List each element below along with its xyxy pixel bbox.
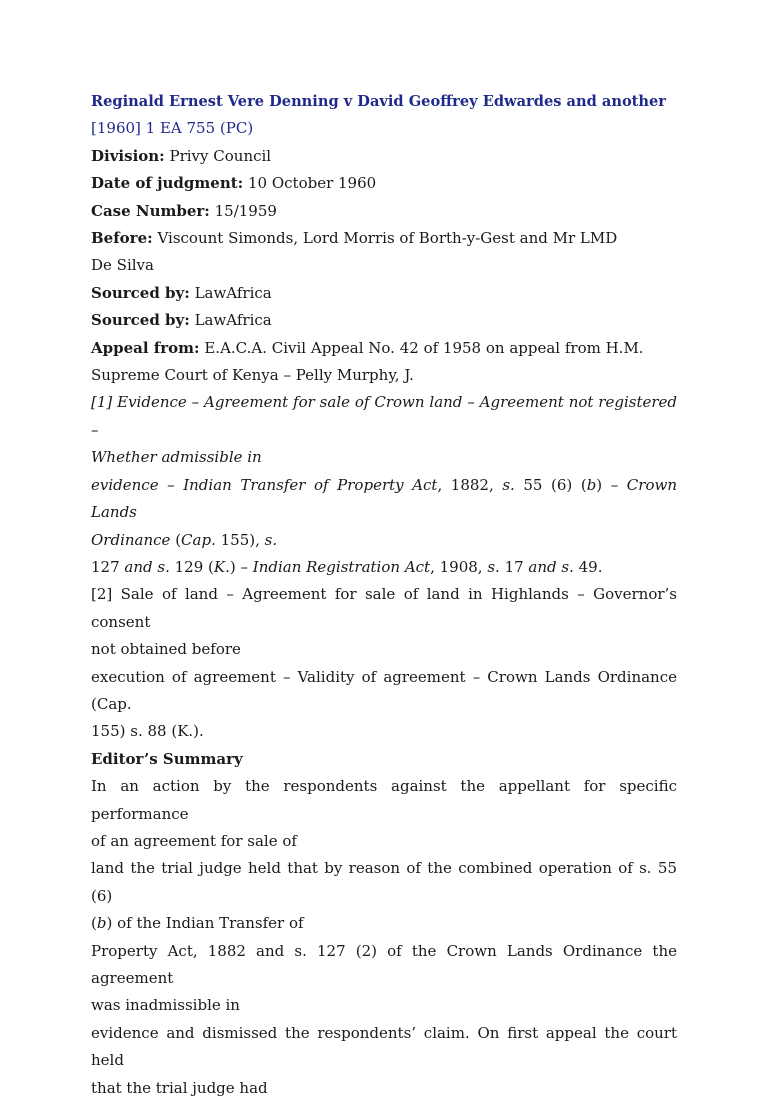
- headnote-2-line: [2] Sale of land – Agreement for sale of land in Highlands – Governor’s consent: [91, 585, 677, 631]
- case-citation: [1960] 1 EA 755 (PC): [91, 119, 254, 138]
- case-number-value: 15/1959: [214, 201, 277, 220]
- headnote-text: b: [586, 475, 597, 494]
- headnote-1-line: [91, 527, 677, 554]
- sourced-label: Sourced by:: [91, 283, 190, 302]
- sourced-row-2: [91, 307, 677, 334]
- case-number-row: [91, 198, 677, 225]
- headnote-text: s.: [502, 475, 515, 494]
- summary-text: ) of the Indian Transfer of: [106, 914, 304, 933]
- headnote-text: , 1882,: [437, 475, 503, 494]
- appeal-label: Appeal from:: [91, 338, 200, 357]
- headnote-1-line: [91, 389, 677, 444]
- headnote-text: Crown Lands: [91, 475, 677, 522]
- before-continuation: De Silva: [91, 256, 154, 275]
- date-label: Date of judgment:: [91, 174, 244, 193]
- headnote-text: , 1908,: [430, 557, 488, 576]
- before-row: [91, 225, 677, 252]
- summary-line: of an agreement for sale of: [91, 831, 297, 850]
- division-label: Division:: [91, 146, 165, 165]
- summary-text: (: [91, 914, 97, 933]
- summary-line: Property Act, 1882 and s. 127 (2) of the Crown Lands Ordinance the agreement: [91, 941, 677, 987]
- date-row: [91, 170, 677, 197]
- headnote-text: 155),: [215, 530, 265, 549]
- sourced-value: LawAfrica: [194, 283, 272, 302]
- headnote-1-line: [91, 472, 677, 527]
- headnote-text: Cap.: [181, 530, 216, 549]
- headnote-text: s.: [264, 530, 278, 549]
- headnote-text: (: [170, 530, 182, 549]
- document-page: [91, 88, 677, 1102]
- headnote-text: ) –: [596, 475, 627, 494]
- headnote-text: 49.: [573, 557, 603, 576]
- headnote-text: ) –: [229, 557, 253, 576]
- headnote-1-line: [91, 554, 677, 581]
- headnote-text: Indian Registration Act: [252, 557, 431, 576]
- editors-summary-heading: Editor’s Summary: [91, 749, 243, 768]
- headnote-2-line: not obtained before: [91, 640, 241, 659]
- headnote-1-line: [91, 444, 677, 471]
- case-title: Reginald Ernest Vere Denning v David Geoffrey Edwardes and another: [91, 93, 666, 110]
- before-label: Before:: [91, 229, 153, 248]
- sourced-row-1: [91, 280, 677, 307]
- headnote-text: s.: [487, 557, 500, 576]
- headnote-text: [1] Evidence – Agreement for sale of Crown land – Agreement not registered –: [91, 393, 677, 439]
- headnote-text: and s.: [528, 557, 574, 576]
- sourced-value: LawAfrica: [194, 311, 272, 330]
- headnote-text: Ordinance: [91, 530, 171, 549]
- division-row: [91, 143, 677, 170]
- summary-line: land the trial judge held that by reason of the combined operation of s. 55 (6): [91, 859, 677, 905]
- date-value: 10 October 1960: [247, 174, 377, 193]
- division-value: Privy Council: [169, 146, 272, 165]
- headnote-2-line: execution of agreement – Validity of agreement – Crown Lands Ordinance (Cap.: [91, 667, 677, 713]
- headnote-text: Whether admissible in: [91, 448, 262, 467]
- headnote-text: 129 (: [169, 557, 214, 576]
- summary-text: b: [96, 914, 107, 933]
- headnote-2-line: 155) s. 88 (K.).: [91, 722, 204, 741]
- summary-line: [91, 910, 677, 937]
- headnote-text: 17: [499, 557, 529, 576]
- headnote-text: 127: [91, 557, 125, 576]
- sourced-label: Sourced by:: [91, 311, 190, 330]
- case-number-label: Case Number:: [91, 201, 210, 220]
- headnote-text: and s.: [124, 557, 170, 576]
- summary-line: that the trial judge had: [91, 1078, 268, 1097]
- headnote-text: evidence – Indian Transfer of Property Act: [91, 475, 438, 494]
- appeal-continuation: Supreme Court of Kenya – Pelly Murphy, J.: [91, 366, 414, 385]
- headnote-text: 55 (6) (: [514, 475, 587, 494]
- summary-line: In an action by the respondents against the appellant for specific performance: [91, 777, 677, 823]
- appeal-value: E.A.C.A. Civil Appeal No. 42 of 1958 on appeal from H.M.: [204, 338, 644, 357]
- headnote-text: K.: [213, 557, 230, 576]
- summary-line: evidence and dismissed the respondents’ claim. On first appeal the court held: [91, 1023, 677, 1070]
- summary-line: was inadmissible in: [91, 996, 240, 1015]
- before-value: Viscount Simonds, Lord Morris of Borth-y-Gest and Mr LMD: [157, 229, 618, 248]
- appeal-row: [91, 335, 677, 362]
